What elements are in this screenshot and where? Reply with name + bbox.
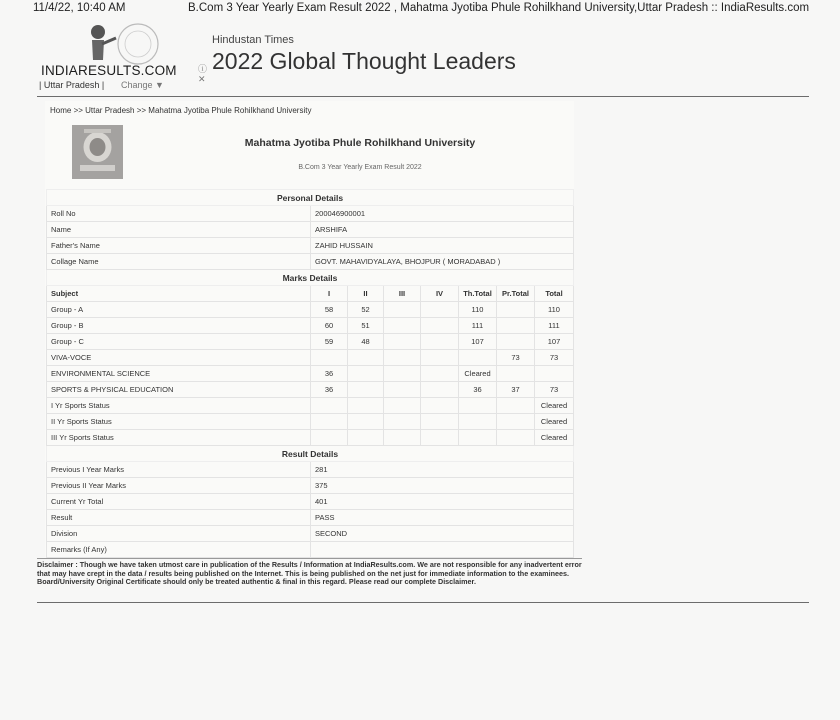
panel-bottom-divider xyxy=(37,558,582,559)
marks-cell xyxy=(384,334,421,350)
marks-cell xyxy=(497,366,535,382)
marks-cell xyxy=(535,366,574,382)
result-label: Division xyxy=(47,526,311,542)
result-label: Previous II Year Marks xyxy=(47,478,311,494)
marks-cell: 111 xyxy=(535,318,574,334)
marks-cell xyxy=(311,350,348,366)
marks-subject: Group - B xyxy=(47,318,311,334)
marks-cell xyxy=(497,318,535,334)
print-header xyxy=(0,2,840,16)
university-name: Mahatma Jyotiba Phule Rohilkhand University xyxy=(244,137,476,149)
marks-cell xyxy=(384,302,421,318)
site-logo-text[interactable]: INDIARESULTS.COM xyxy=(41,63,177,78)
sports-empty-cell xyxy=(311,430,348,446)
result-panel xyxy=(45,101,574,557)
result-table xyxy=(46,189,574,558)
marks-cell xyxy=(421,350,459,366)
sports-empty-cell xyxy=(421,430,459,446)
marks-cell xyxy=(421,334,459,350)
result-label: Remarks (If Any) xyxy=(47,542,311,558)
marks-column-header: Total xyxy=(535,286,574,302)
sports-empty-cell xyxy=(459,414,497,430)
sports-empty-cell xyxy=(384,414,421,430)
marks-cell: 107 xyxy=(459,334,497,350)
marks-cell xyxy=(459,350,497,366)
result-value: SECOND xyxy=(311,526,574,542)
result-value xyxy=(311,542,574,558)
marks-cell: 36 xyxy=(459,382,497,398)
sports-empty-cell xyxy=(497,414,535,430)
sports-empty-cell xyxy=(421,414,459,430)
marks-cell xyxy=(421,318,459,334)
marks-cell xyxy=(421,302,459,318)
marks-column-header: Pr.Total xyxy=(497,286,535,302)
marks-header-row xyxy=(47,286,574,302)
sports-status-label: III Yr Sports Status xyxy=(47,430,311,446)
marks-cell xyxy=(421,366,459,382)
university-emblem-icon xyxy=(72,125,123,179)
marks-cell: 58 xyxy=(311,302,348,318)
sports-empty-cell xyxy=(348,430,384,446)
ad-close-icon[interactable]: ✕ xyxy=(198,74,206,84)
marks-details-heading-row xyxy=(47,270,574,286)
personal-details-heading-row xyxy=(47,190,574,206)
sports-empty-cell xyxy=(384,430,421,446)
sports-status-row xyxy=(47,430,574,446)
marks-cell xyxy=(421,382,459,398)
marks-cell xyxy=(497,334,535,350)
sports-empty-cell xyxy=(311,414,348,430)
personal-label: Collage Name xyxy=(47,254,311,270)
marks-cell: 59 xyxy=(311,334,348,350)
sports-empty-cell xyxy=(348,414,384,430)
marks-cell xyxy=(497,302,535,318)
breadcrumb[interactable]: Home >> Uttar Pradesh >> Mahatma Jyotiba Phule Rohilkhand University xyxy=(50,106,312,115)
ad-headline[interactable]: 2022 Global Thought Leaders xyxy=(212,48,516,74)
marks-details-heading: Marks Details xyxy=(47,270,574,286)
personal-row xyxy=(47,206,574,222)
marks-subject: Group - A xyxy=(47,302,311,318)
marks-cell xyxy=(384,382,421,398)
result-label: Result xyxy=(47,510,311,526)
result-value: 281 xyxy=(311,462,574,478)
marks-cell: 51 xyxy=(348,318,384,334)
footer-divider xyxy=(37,602,809,603)
marks-cell: 37 xyxy=(497,382,535,398)
personal-row xyxy=(47,254,574,270)
change-state-link[interactable]: Change ▼ xyxy=(121,80,164,90)
personal-value: ZAHID HUSSAIN xyxy=(311,238,574,254)
result-row xyxy=(47,478,574,494)
result-value: PASS xyxy=(311,510,574,526)
sports-empty-cell xyxy=(459,398,497,414)
state-label: | Uttar Pradesh | xyxy=(39,80,105,90)
result-row xyxy=(47,494,574,510)
marks-cell xyxy=(384,318,421,334)
exam-name: B.Com 3 Year Yearly Exam Result 2022 xyxy=(298,164,422,171)
site-header xyxy=(0,20,840,96)
result-row xyxy=(47,462,574,478)
marks-column-header: Th.Total xyxy=(459,286,497,302)
sports-status-label: I Yr Sports Status xyxy=(47,398,311,414)
marks-column-header: IV xyxy=(421,286,459,302)
personal-row xyxy=(47,238,574,254)
result-row xyxy=(47,526,574,542)
marks-cell: 110 xyxy=(459,302,497,318)
result-label: Current Yr Total xyxy=(47,494,311,510)
marks-column-header: Subject xyxy=(47,286,311,302)
marks-subject: ENVIRONMENTAL SCIENCE xyxy=(47,366,311,382)
marks-cell: 73 xyxy=(497,350,535,366)
sports-status-row xyxy=(47,414,574,430)
marks-cell xyxy=(348,366,384,382)
sports-status-value: Cleared xyxy=(535,414,574,430)
sports-empty-cell xyxy=(348,398,384,414)
personal-row xyxy=(47,222,574,238)
result-label: Previous I Year Marks xyxy=(47,462,311,478)
marks-row xyxy=(47,350,574,366)
sports-status-value: Cleared xyxy=(535,430,574,446)
marks-cell: 52 xyxy=(348,302,384,318)
print-page-title: B.Com 3 Year Yearly Exam Result 2022 , Mahatma Jyotiba Phule Rohilkhand University,Uttar Pradesh :: IndiaResults.com xyxy=(188,2,810,14)
marks-row xyxy=(47,382,574,398)
marks-column-header: I xyxy=(311,286,348,302)
marks-subject: VIVA-VOCE xyxy=(47,350,311,366)
marks-cell xyxy=(384,350,421,366)
marks-cell: 60 xyxy=(311,318,348,334)
marks-column-header: III xyxy=(384,286,421,302)
marks-cell: 73 xyxy=(535,350,574,366)
personal-value: 200046900001 xyxy=(311,206,574,222)
disclaimer: Disclaimer : Though we have taken utmost care in publication of the Results / Information at IndiaResults.com. We are not responsible for any inadvertent error that may have crept in the data / results being published on the Internet. This is being published on the net just for immediate information to the examinees. Board/University Original Certificate should only be treated authentic & final in this regard. Please read our complete Disclaimer. xyxy=(37,560,582,586)
sports-empty-cell xyxy=(497,430,535,446)
ad-controls xyxy=(198,64,207,84)
marks-cell xyxy=(348,382,384,398)
print-timestamp: 11/4/22, 10:40 AM xyxy=(33,2,126,14)
marks-cell xyxy=(384,366,421,382)
marks-cell: 111 xyxy=(459,318,497,334)
marks-row xyxy=(47,318,574,334)
personal-details-heading: Personal Details xyxy=(47,190,574,206)
sports-status-label: II Yr Sports Status xyxy=(47,414,311,430)
result-details-heading-row xyxy=(47,446,574,462)
personal-value: ARSHIFA xyxy=(311,222,574,238)
marks-cell: 73 xyxy=(535,382,574,398)
marks-cell: 36 xyxy=(311,382,348,398)
header-divider xyxy=(37,96,809,97)
result-details-heading: Result Details xyxy=(47,446,574,462)
marks-cell: 107 xyxy=(535,334,574,350)
marks-cell: 36 xyxy=(311,366,348,382)
sports-empty-cell xyxy=(497,398,535,414)
result-value: 375 xyxy=(311,478,574,494)
sports-empty-cell xyxy=(421,398,459,414)
marks-column-header: II xyxy=(348,286,384,302)
sports-status-value: Cleared xyxy=(535,398,574,414)
personal-label: Father's Name xyxy=(47,238,311,254)
sports-empty-cell xyxy=(311,398,348,414)
marks-row xyxy=(47,334,574,350)
marks-subject: Group - C xyxy=(47,334,311,350)
marks-cell: Cleared xyxy=(459,366,497,382)
result-value: 401 xyxy=(311,494,574,510)
ad-info-icon[interactable]: ⓘ xyxy=(198,64,208,74)
marks-cell: 110 xyxy=(535,302,574,318)
sports-empty-cell xyxy=(459,430,497,446)
result-row xyxy=(47,510,574,526)
marks-row xyxy=(47,366,574,382)
personal-label: Roll No xyxy=(47,206,311,222)
personal-value: GOVT. MAHAVIDYALAYA, BHOJPUR ( MORADABAD ) xyxy=(311,254,574,270)
result-row xyxy=(47,542,574,558)
marks-cell: 48 xyxy=(348,334,384,350)
marks-row xyxy=(47,302,574,318)
marks-subject: SPORTS & PHYSICAL EDUCATION xyxy=(47,382,311,398)
sports-empty-cell xyxy=(384,398,421,414)
personal-label: Name xyxy=(47,222,311,238)
marks-cell xyxy=(348,350,384,366)
ad-source[interactable]: Hindustan Times xyxy=(212,34,294,46)
sports-status-row xyxy=(47,398,574,414)
